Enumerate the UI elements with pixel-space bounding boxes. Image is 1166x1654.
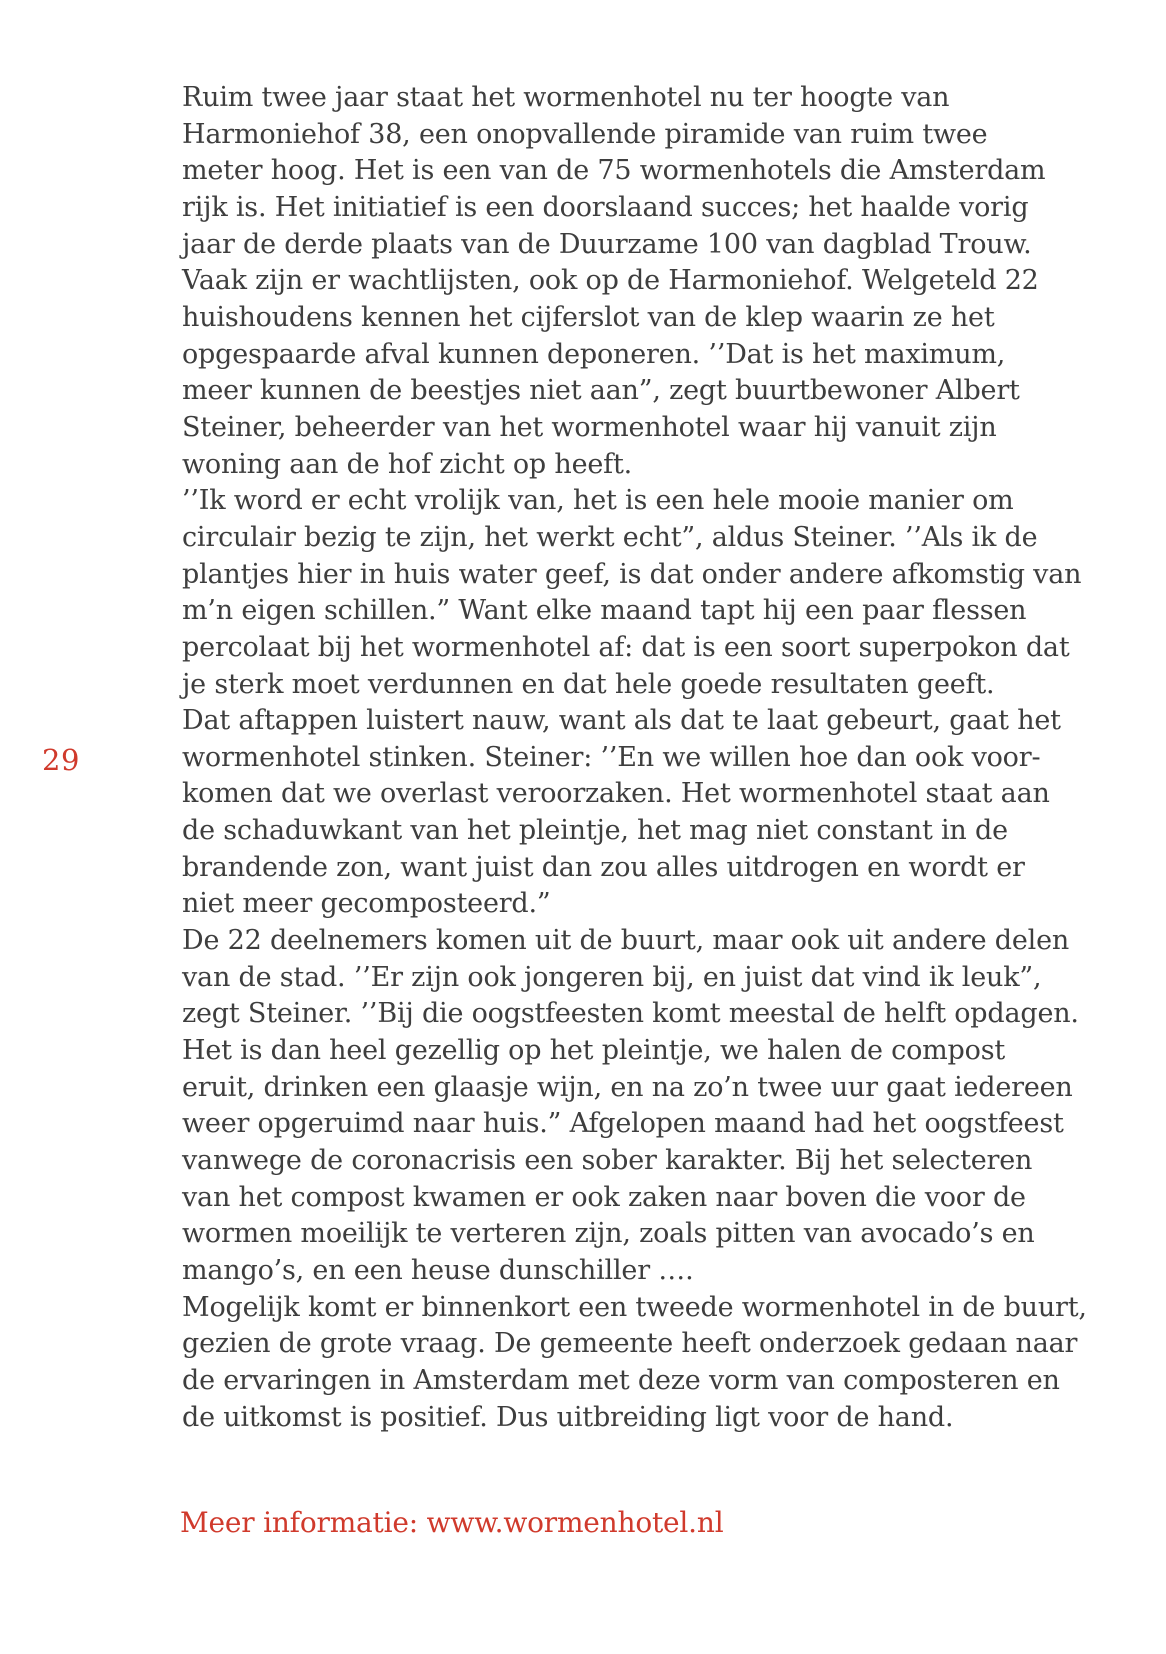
text-line: Dat aftappen luistert nauw, want als dat te laat gebeurt, gaat het <box>182 705 1061 737</box>
text-line: de uitkomst is positief. Dus uitbreiding ligt voor de hand. <box>182 1401 954 1433</box>
text-line: van het compost kwamen er ook zaken naar boven die voor de <box>182 1181 1026 1213</box>
text-line: percolaat bij het wormenhotel af: dat is een soort superpokon dat <box>182 631 1070 663</box>
text-line: komen dat we overlast veroorzaken. Het wormenhotel staat aan <box>182 778 1050 810</box>
text-line: jaar de derde plaats van de Duurzame 100 van dagblad Trouw. <box>182 228 1032 260</box>
text-line: weer opgeruimd naar huis.” Afgelopen maand had het oogstfeest <box>182 1108 1064 1140</box>
text-line: huishoudens kennen het cijferslot van de klep waarin ze het <box>182 301 995 333</box>
text-line: brandende zon, want juist dan zou alles uitdrogen en wordt er <box>182 851 1025 883</box>
text-line: Ruim twee jaar staat het wormenhotel nu ter hoogte van <box>182 82 950 113</box>
text-line: Het is dan heel gezellig op het pleintje, we halen de compost <box>182 1035 1006 1067</box>
text-line: gezien de grote vraag. De gemeente heeft onderzoek gedaan naar <box>182 1328 1078 1360</box>
website-url: www.wormenhotel.nl <box>426 1506 724 1539</box>
text-line: eruit, drinken een glaasje wijn, en na zo’n twee uur gaat iedereen <box>182 1071 1073 1103</box>
text-line: meter hoog. Het is een van de 75 wormenhotels die Amsterdam <box>182 155 1046 187</box>
text-line: circulair bezig te zijn, het werkt echt”, aldus Steiner. ’’Als ik de <box>182 521 1038 553</box>
text-line: plantjes hier in huis water geef, is dat onder andere afkomstig van <box>182 558 1082 590</box>
text-line: wormenhotel stinken. Steiner: ’’En we willen hoe dan ook voor- <box>182 741 1041 773</box>
text-line: opgespaarde afval kunnen deponeren. ’’Dat is het maximum, <box>182 338 1006 370</box>
text-line: ’’Ik word er echt vrolijk van, het is een hele mooie manier om <box>182 485 1014 517</box>
text-line: zegt Steiner. ’’Bij die oogstfeesten komt meestal de helft opdagen. <box>182 998 1079 1030</box>
text-line: m’n eigen schillen.” Want elke maand tapt hij een paar flessen <box>182 595 1027 627</box>
text-line: woning aan de hof zicht op heeft. <box>182 448 632 480</box>
page-number: 29 <box>42 743 80 777</box>
text-line: Steiner, beheerder van het wormenhotel waar hij vanuit zijn <box>182 411 997 443</box>
text-line: de schaduwkant van het pleintje, het mag niet constant in de <box>182 815 1008 847</box>
text-line: wormen moeilijk te verteren zijn, zoals pitten van avocado’s en <box>182 1218 1035 1250</box>
text-line: van de stad. ’’Er zijn ook jongeren bij, en juist dat vind ik leuk”, <box>182 961 1042 993</box>
more-info-label: Meer informatie: <box>180 1506 427 1539</box>
text-line: De 22 deelnemers komen uit de buurt, maar ook uit andere delen <box>182 925 1070 957</box>
text-line: meer kunnen de beestjes niet aan”, zegt buurtbewoner Albert <box>182 375 1020 407</box>
text-line: Vaak zijn er wachtlijsten, ook op de Harmoniehof. Welgeteld 22 <box>182 265 1039 297</box>
text-line: Mogelijk komt er binnenkort een tweede wormenhotel in de buurt, <box>182 1291 1087 1323</box>
text-line: de ervaringen in Amsterdam met deze vorm van composteren en <box>182 1364 1060 1396</box>
text-line: vanwege de coronacrisis een sober karakter. Bij het selecteren <box>182 1145 1033 1177</box>
more-info-line <box>180 1505 723 1541</box>
text-line: mango’s, en een heuse dunschiller …. <box>182 1255 694 1286</box>
text-line: je sterk moet verdunnen en dat hele goede resultaten geeft. <box>182 668 995 700</box>
text-line: niet meer gecomposteerd.” <box>182 888 551 920</box>
text-line: Harmoniehof 38, een onopvallende piramide van ruim twee <box>182 118 988 150</box>
article-body <box>182 80 1087 1436</box>
text-line: rijk is. Het initiatief is een doorslaand succes; het haalde vorig <box>182 191 1029 223</box>
